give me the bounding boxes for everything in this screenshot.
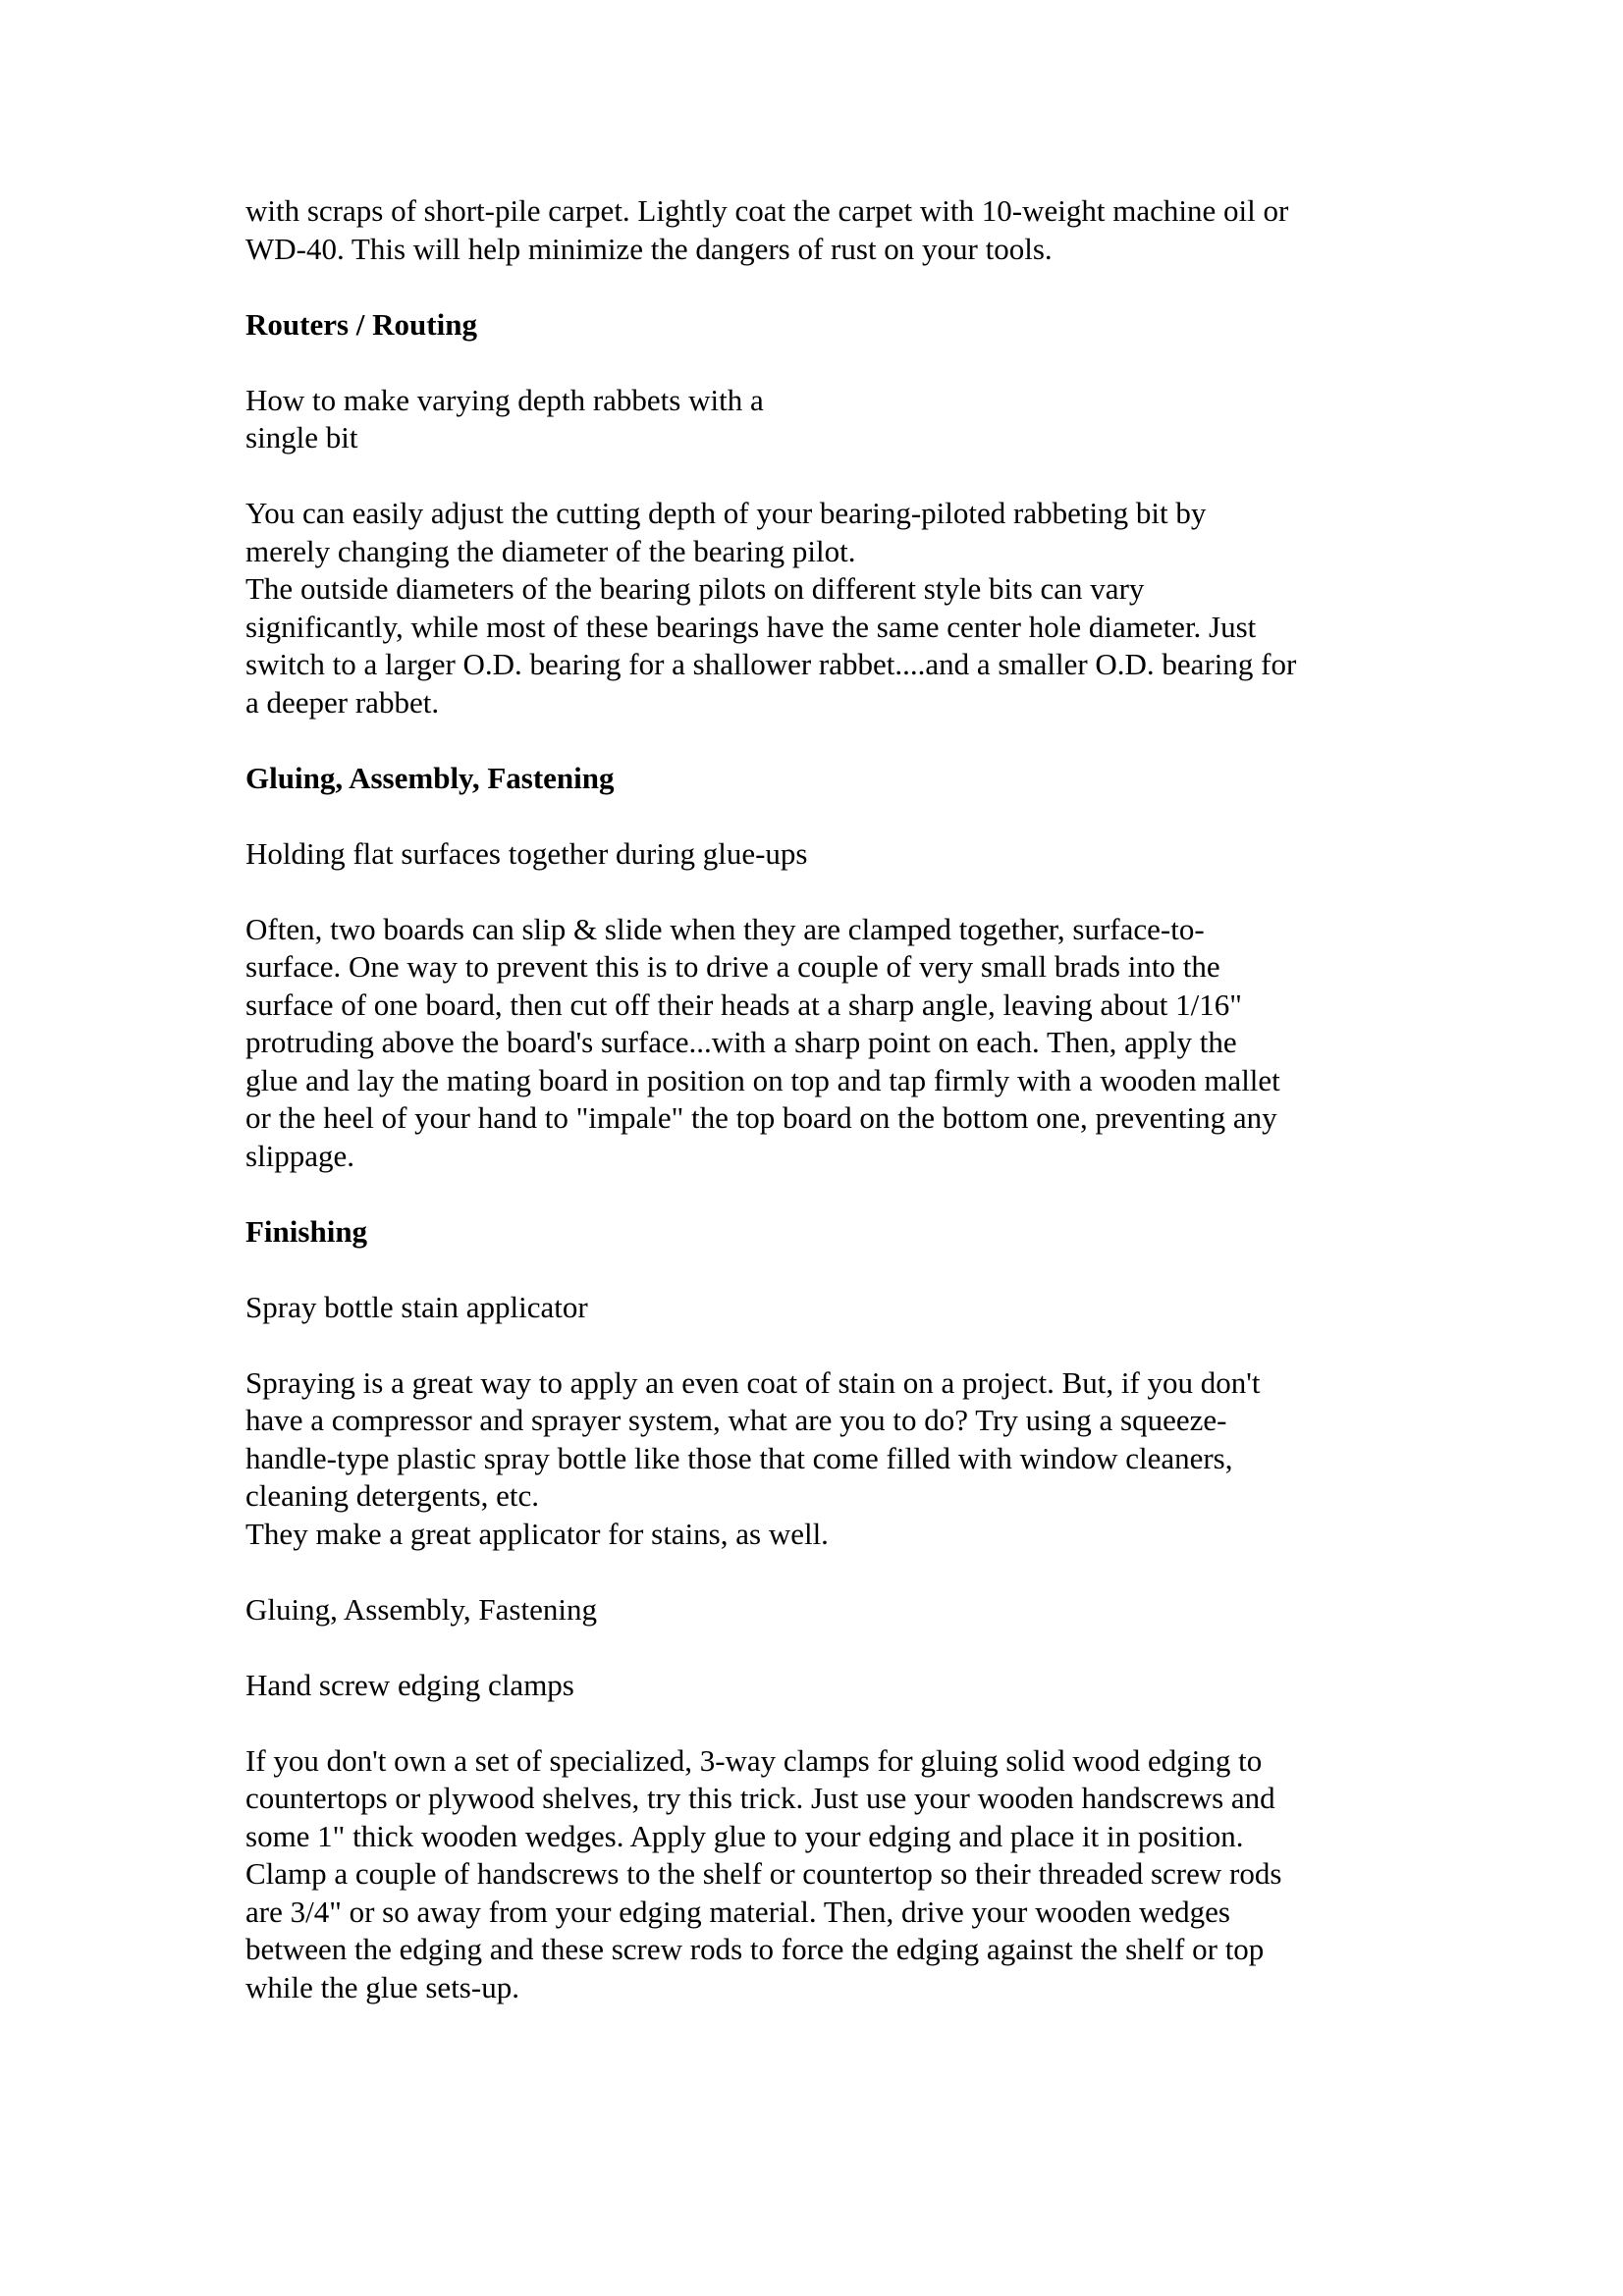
section-heading-gluing-plain: Gluing, Assembly, Fastening [245, 1591, 597, 1627]
tip-body-glue-ups: Often, two boards can slip & slide when they are clamped together, surface-to- surface. One way to prevent this is to drive a couple of very small brads into the surface of one board, then cut off their heads at a sharp angle, leaving about 1/16" protruding above the board's surface...with a sharp point on each. Then, apply the glue and lay the mating board in position on top and tap firmly with a wooden mallet or the heel of your hand to "impale" the top board on the bottom one, preventing any slippage. [245, 911, 1280, 1173]
spacer [245, 1629, 1394, 1667]
spacer [245, 797, 1394, 835]
spacer [245, 721, 1394, 760]
section-heading-routers: Routers / Routing [245, 306, 477, 342]
intro-paragraph: with scraps of short-pile carpet. Lightly coat the carpet with 10-weight machine oil or WD-40. This will help minimize the dangers of rust on your tools. [245, 193, 1289, 266]
spacer [245, 268, 1394, 306]
tip-body-spray-bottle: Spraying is a great way to apply an even coat of stain on a project. But, if you don't have a compressor and sprayer system, what are you to do? Try using a squeeze- handle-type plastic spray bottle like those that come filled with window cleaners, cleaning detergents, etc. They make a great applicator for stains, as well. [245, 1364, 1261, 1551]
section-heading-gluing: Gluing, Assembly, Fastening [245, 760, 615, 795]
tip-body-routers: You can easily adjust the cutting depth of your bearing-piloted rabbeting bit by merely changing the diameter of the bearing pilot. The outside diameters of the bearing pilots on different style bits can vary significantly, while most of these bearings have the same center hole diameter. Just switch to a larger O.D. bearing for a shallower rabbet....and a smaller O.D. bearing for a deeper rabbet. [245, 496, 1297, 720]
spacer [245, 873, 1394, 911]
spacer [245, 457, 1394, 496]
tip-title-edging-clamps: Hand screw edging clamps [245, 1667, 574, 1702]
spacer [245, 1704, 1394, 1742]
spacer [245, 1553, 1394, 1591]
spacer [245, 1175, 1394, 1213]
spacer [245, 344, 1394, 382]
document-page [245, 192, 1394, 2006]
tip-title-glue-ups: Holding flat surfaces together during glue-ups [245, 835, 808, 871]
section-heading-finishing: Finishing [245, 1213, 368, 1249]
spacer [245, 1251, 1394, 1289]
tip-body-edging-clamps: If you don't own a set of specialized, 3-way clamps for gluing solid wood edging to countertops or plywood shelves, try this trick. Just use your wooden handscrews and some 1" thick wooden wedges. Apply glue to your edging and place it in position. Clamp a couple of handscrews to the shelf or countertop so their threaded screw rods are 3/4" or so away from your edging material. Then, drive your wooden wedges between the edging and these screw rods to force the edging against the shelf or top while the glue sets-up. [245, 1742, 1282, 2004]
spacer [245, 1326, 1394, 1364]
tip-title-spray-bottle: Spray bottle stain applicator [245, 1289, 588, 1324]
tip-title-routers: How to make varying depth rabbets with a single bit [245, 382, 764, 454]
